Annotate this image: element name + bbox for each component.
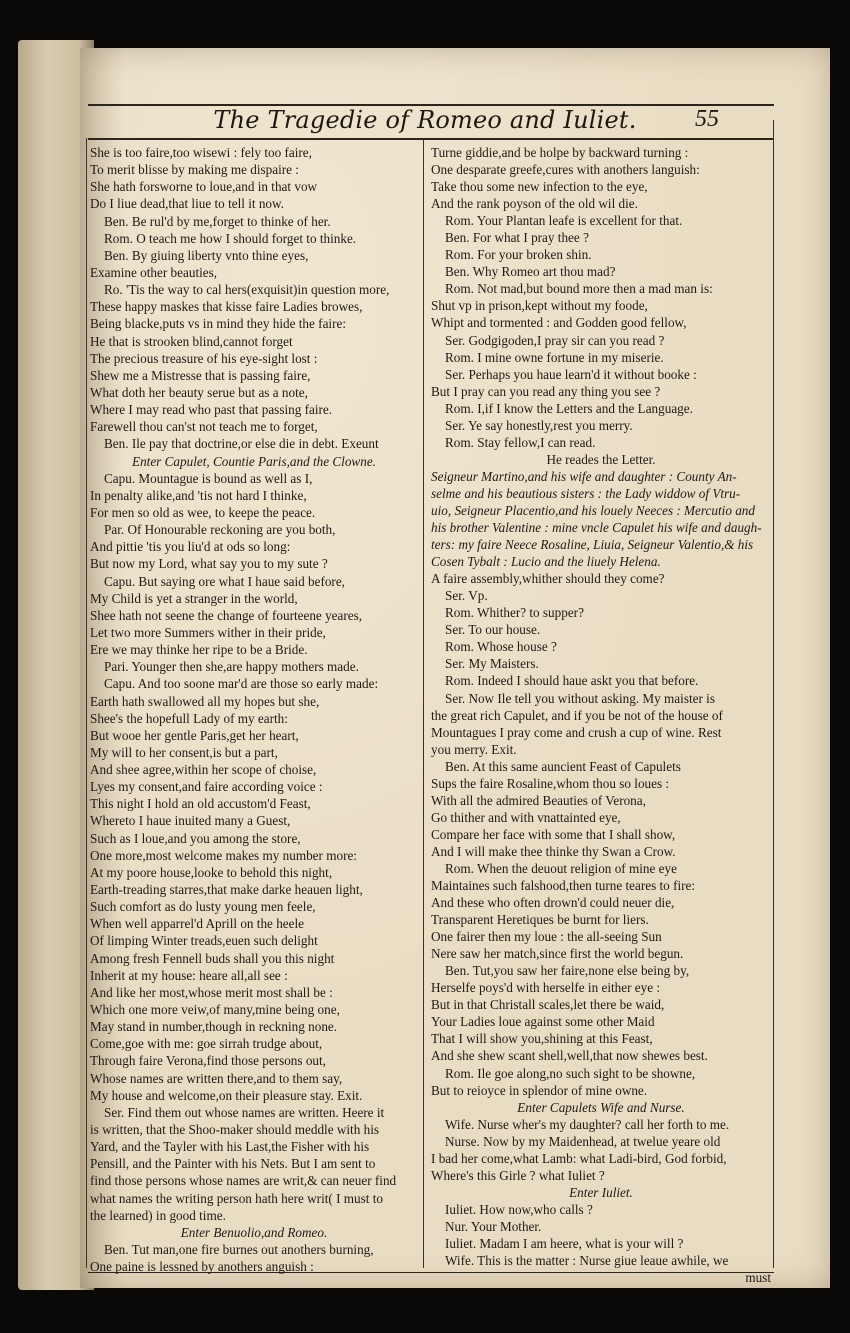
- text-line: A faire assembly,whither should they come?: [431, 571, 665, 587]
- text-line: Rom. For your broken shin.: [445, 247, 592, 263]
- text-line: Ser. Ye say honestly,rest you merry.: [445, 417, 633, 433]
- text-line: Of limping Winter treads,euen such delight: [90, 933, 318, 949]
- text-line: Shee's the hopefull Lady of my earth:: [90, 710, 288, 726]
- text-line: Ser. Find them out whose names are written. Heere it: [104, 1104, 385, 1120]
- text-line: Being blacke,puts vs in mind they hide the faire:: [90, 316, 346, 332]
- text-line: Pari. Younger then she,are happy mothers made.: [104, 659, 359, 675]
- text-line: And like her most,whose merit most shall be :: [90, 984, 333, 1000]
- text-line: you merry. Exit.: [431, 741, 517, 757]
- text-line: Ro. 'Tis the way to cal hers(exquisit)in question more,: [104, 282, 390, 298]
- text-line: Come,goe with me: goe sirrah trudge about,: [90, 1036, 323, 1052]
- text-line: Examine other beauties,: [90, 264, 218, 280]
- folio-page: [80, 48, 830, 1288]
- text-line: Where's this Girle ? what Iuliet ?: [431, 1167, 605, 1183]
- text-line: Ser. Now Ile tell you without asking. My maister is: [445, 690, 715, 706]
- text-line: Through faire Verona,find those persons out,: [90, 1053, 326, 1069]
- text-line: One paine is lessned by anothers anguish :: [90, 1259, 314, 1275]
- text-line: Ben. At this same auncient Feast of Capulets: [445, 758, 681, 774]
- text-line: Par. Of Honourable reckoning are you both,: [104, 522, 336, 538]
- text-line: The precious treasure of his eye-sight lost :: [90, 350, 318, 366]
- page-number: 55: [695, 106, 719, 132]
- text-line: Rom. Your Plantan leafe is excellent for that.: [445, 213, 683, 229]
- text-line: One desparate greefe,cures with anothers languish:: [431, 162, 700, 178]
- text-line: Such comfort as do lusty young men feele,: [90, 899, 316, 915]
- text-line: Ser. To our house.: [445, 622, 541, 638]
- text-line: Shee hath not seene the change of fourteene yeares,: [90, 607, 363, 623]
- text-line: Your Ladies loue against some other Maid: [431, 1014, 655, 1030]
- text-line: Such as I loue,and you among the store,: [90, 830, 301, 846]
- text-line: Pensill, and the Painter with his Nets. But I am sent to: [90, 1156, 376, 1172]
- text-line: My Child is yet a stranger in the world,: [90, 590, 298, 606]
- text-line: Iuliet. How now,who calls ?: [445, 1201, 593, 1217]
- text-line: With all the admired Beauties of Verona,: [431, 792, 646, 808]
- text-line: ters: my faire Neece Rosaline, Liuia, Seigneur Valentio,& his: [431, 537, 754, 553]
- text-line: One fairer then my loue : the all-seeing Sun: [431, 929, 662, 945]
- text-line: Ser. My Maisters.: [445, 656, 539, 672]
- text-line: I bad her come,what Lamb: what Ladi-bird, God forbid,: [431, 1150, 727, 1166]
- text-line: Earth-treading starres,that make darke heauen light,: [90, 882, 363, 898]
- text-line: And the rank poyson of the old wil die.: [431, 196, 638, 212]
- text-line: Go thither and with vnattainted eye,: [431, 809, 621, 825]
- text-line: Maintaines such falshood,then turne teares to fire:: [431, 878, 696, 894]
- text-line: Nere saw her match,since first the world begun.: [431, 946, 684, 962]
- text-line: Ben. Ile pay that doctrine,or else die in debt. Exeunt: [104, 436, 379, 452]
- text-line: Cosen Tybalt : Lucio and the liuely Helena.: [431, 554, 661, 570]
- text-line: May stand in number,though in reckning none.: [90, 1019, 338, 1035]
- text-line: Take thou some new infection to the eye,: [431, 179, 648, 195]
- text-line: Rom. Ile goe along,no such sight to be showne,: [445, 1065, 696, 1081]
- text-line: Yard, and the Tayler with his Last,the Fisher with his: [90, 1139, 370, 1155]
- text-line: Where I may read who past that passing faire.: [90, 402, 333, 418]
- text-line: Rom. Not mad,but bound more then a mad man is:: [445, 281, 713, 297]
- text-line: Sups the faire Rosaline,whom thou so loues :: [431, 775, 670, 791]
- text-line: Whipt and tormented : and Godden good fellow,: [431, 315, 687, 331]
- text-line: Capu. Mountague is bound as well as I,: [104, 470, 313, 486]
- right-text-column: [431, 144, 771, 1286]
- text-line: Wife. This is the matter : Nurse giue leaue awhile, we: [445, 1253, 729, 1269]
- text-line: Do I liue dead,that liue to tell it now.: [90, 196, 284, 212]
- text-line: Rom. I mine owne fortune in my miserie.: [445, 349, 664, 365]
- text-line: He reades the Letter.: [546, 451, 656, 467]
- text-line: Ser. Perhaps you haue learn'd it without booke :: [445, 366, 697, 382]
- text-line: And pittie 'tis you liu'd at ods so long:: [90, 539, 291, 555]
- text-line: Enter Iuliet.: [569, 1184, 633, 1200]
- text-line: Enter Capulets Wife and Nurse.: [517, 1099, 685, 1115]
- text-line: But I pray can you read any thing you see ?: [431, 383, 661, 399]
- left-margin-rule: [86, 138, 87, 1268]
- text-line: Whereto I haue inuited many a Guest,: [90, 813, 291, 829]
- text-line: Nurse. Now by my Maidenhead, at twelue yeare old: [445, 1133, 721, 1149]
- text-line: Ben. Tut man,one fire burnes out anothers burning,: [104, 1242, 374, 1257]
- text-line: Rom. Whose house ?: [445, 639, 557, 655]
- text-line: Seigneur Martino,and his wife and daughter : County An-: [431, 468, 737, 484]
- text-line: Shew me a Mistresse that is passing faire,: [90, 367, 311, 383]
- text-line: Turne giddie,and be holpe by backward turning :: [431, 145, 689, 160]
- text-line: the learned) in good time.: [90, 1207, 226, 1223]
- text-line: Ere we may thinke her ripe to be a Bride.: [90, 642, 308, 658]
- text-line: Rom. When the deuout religion of mine eye: [445, 860, 677, 876]
- text-line: And I will make thee thinke thy Swan a Crow.: [431, 843, 676, 859]
- text-line: Whose names are written there,and to them say,: [90, 1070, 343, 1086]
- left-text-column: [90, 144, 418, 1275]
- text-line: Lyes my consent,and faire according voice :: [90, 779, 323, 795]
- text-line: What doth her beauty serue but as a note,: [90, 384, 308, 400]
- text-line: But to reioyce in splendor of mine owne.: [431, 1082, 648, 1098]
- text-line: But in that Christall scales,let there be waid,: [431, 997, 665, 1013]
- text-line: his brother Valentine : mine vncle Capulet his wife and daugh-: [431, 520, 762, 536]
- text-line: Ben. Why Romeo art thou mad?: [445, 264, 616, 280]
- text-line: what names the writing person hath here writ( I must to: [90, 1190, 383, 1206]
- text-line: Which one more veiw,of many,mine being one,: [90, 1002, 340, 1018]
- text-line: My house and welcome,on their pleasure stay. Exit.: [90, 1087, 363, 1103]
- text-line: To merit blisse by making me dispaire :: [90, 162, 299, 178]
- text-line: And these who often drown'd could neuer die,: [431, 895, 675, 911]
- text-line: Compare her face with some that I shall show,: [431, 826, 676, 842]
- text-line: find those persons whose names are writ,& can neuer find: [90, 1173, 397, 1189]
- text-line: When well apparrel'd Aprill on the heele: [90, 916, 305, 932]
- text-line: Enter Benuolio,and Romeo.: [180, 1224, 328, 1240]
- text-line: Farewell thou can'st not teach me to forget,: [90, 419, 318, 435]
- text-line: Nur. Your Mother.: [445, 1218, 542, 1234]
- text-line: Ser. Godgigoden,I pray sir can you read ?: [445, 332, 665, 348]
- text-line: These happy maskes that kisse faire Ladies browes,: [90, 299, 363, 315]
- text-line: And she shew scant shell,well,that now shewes best.: [431, 1048, 708, 1064]
- text-line: Iuliet. Madam I am heere, what is your will ?: [445, 1236, 684, 1251]
- text-line: Rom. I,if I know the Letters and the Language.: [445, 400, 693, 416]
- running-title: The Tragedie of Romeo and Iuliet.: [213, 106, 637, 134]
- text-line: selme and his beautious sisters : the Lady widdow of Vtru-: [431, 485, 741, 501]
- text-line: Capu. But saying ore what I haue said before,: [104, 573, 345, 589]
- text-line: Mountagues I pray come and crush a cup of wine. Rest: [431, 724, 722, 740]
- text-line: uio, Seigneur Placentio,and his louely Neeces : Mercutio and: [431, 502, 755, 518]
- text-line: Shut vp in prison,kept without my foode,: [431, 298, 648, 314]
- text-line: In penalty alike,and 'tis not hard I thinke,: [90, 487, 307, 503]
- text-line: Herselfe poys'd with herselfe in either eye :: [431, 980, 661, 996]
- text-line: She is too faire,too wisewi : fely too faire,: [90, 145, 312, 160]
- text-line: One more,most welcome makes my number more:: [90, 847, 357, 863]
- text-line: the great rich Capulet, and if you be not of the house of: [431, 707, 723, 723]
- text-line: is written, that the Shoo-maker should meddle with his: [90, 1122, 379, 1138]
- text-line: This night I hold an old accustom'd Feast,: [90, 796, 311, 812]
- text-line: My will to her consent,is but a part,: [90, 744, 278, 760]
- text-line: Rom. Indeed I should haue askt you that before.: [445, 673, 699, 689]
- text-line: Ben. Be rul'd by me,forget to thinke of her.: [104, 213, 331, 229]
- text-line: Inherit at my house: heare all,all see :: [90, 967, 288, 983]
- text-line: Capu. And too soone mar'd are those so early made:: [104, 676, 379, 692]
- text-line: He that is strooken blind,cannot forget: [90, 333, 293, 349]
- text-line: Enter Capulet, Countie Paris,and the Clowne.: [132, 453, 376, 469]
- text-line: She hath forsworne to loue,and in that vow: [90, 179, 318, 195]
- text-line: That I will show you,shining at this Feast,: [431, 1031, 653, 1047]
- text-line: Ben. For what I pray thee ?: [445, 230, 589, 246]
- text-line: must: [745, 1270, 771, 1286]
- text-line: Rom. O teach me how I should forget to thinke.: [104, 230, 357, 246]
- text-line: But wooe her gentle Paris,get her heart,: [90, 727, 299, 743]
- text-line: Earth hath swallowed all my hopes but she,: [90, 693, 320, 709]
- text-line: For men so old as wee, to keepe the peace.: [90, 504, 316, 520]
- text-line: Ser. Vp.: [445, 588, 488, 604]
- text-line: Rom. Stay fellow,I can read.: [445, 434, 596, 450]
- text-line: Transparent Heretiques be burnt for liers.: [431, 912, 649, 928]
- header-rule: [88, 138, 774, 140]
- text-line: But now my Lord, what say you to my sute ?: [90, 556, 328, 572]
- text-line: Wife. Nurse wher's my daughter? call her forth to me.: [445, 1116, 730, 1132]
- text-line: Let two more Summers wither in their pride,: [90, 624, 326, 640]
- text-line: Rom. Whither? to supper?: [445, 605, 584, 621]
- text-line: At my poore house,looke to behold this night,: [90, 864, 333, 880]
- text-line: Among fresh Fennell buds shall you this night: [90, 950, 335, 966]
- column-divider: [423, 138, 424, 1268]
- text-line: Ben. By giuing liberty vnto thine eyes,: [104, 247, 309, 263]
- text-line: Ben. Tut,you saw her faire,none else being by,: [445, 963, 690, 979]
- text-line: And shee agree,within her scope of choise,: [90, 762, 317, 778]
- right-margin-rule: [773, 120, 774, 1268]
